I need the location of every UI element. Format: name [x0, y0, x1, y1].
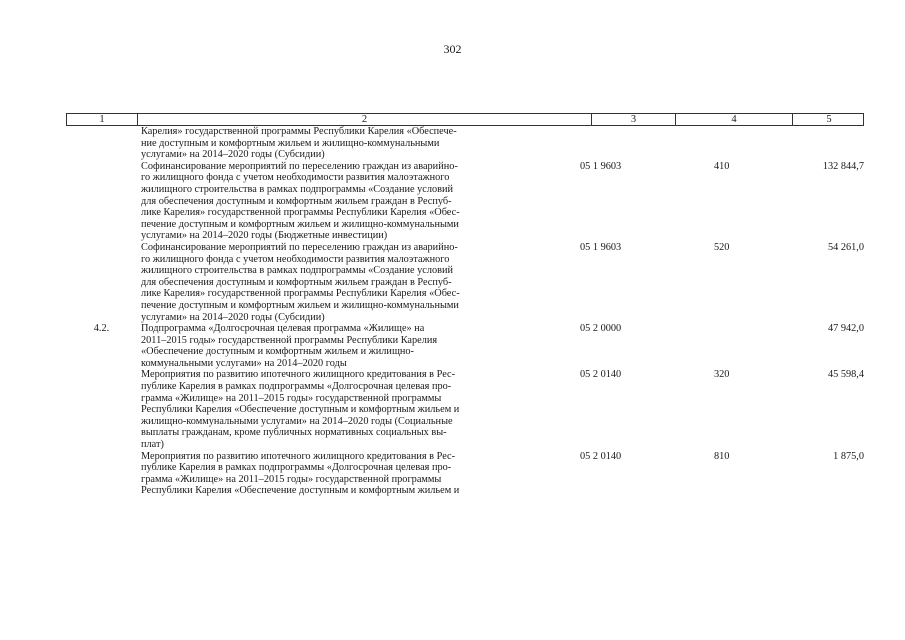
row-sum: 132 844,7 [822, 160, 864, 172]
row-code: 05 1 9603 [580, 160, 622, 172]
row-type: 320 [714, 369, 730, 381]
row-code: 05 2 0000 [580, 323, 622, 335]
row-type: 520 [714, 241, 730, 253]
row-sum: 54 261,0 [827, 241, 864, 253]
table-row [66, 451, 864, 497]
table-body [66, 126, 864, 497]
row-code [572, 126, 662, 161]
header-col-4: 4 [676, 114, 793, 125]
row-name: Софинансирование мероприятий по переселению граждан из аварийно- го жилищного фонда с учетом необходимости развития малоэтажного жилищного строительства в рамках подпрограммы «Создание условий для обеспечения доступным и комфортным жильем граждан в Респуб- лике Карелия» государственной программы Республики Карелия «Обес- печение доступным и комфортным жильем и жилищно-коммунальными услугами» на 2014–2020 годы (Бюджетные инвестиции) [141, 160, 460, 242]
header-col-2: 2 [138, 114, 592, 125]
column-gap [512, 126, 572, 161]
row-code: 05 2 0140 [580, 369, 622, 381]
column-gap [512, 323, 572, 369]
column-gap [512, 161, 572, 242]
row-name: Мероприятия по развитию ипотечного жилищного кредитования в Рес- публике Карелия в рамках подпрограммы «Долгосрочная целевая про- грамма «Жилище» на 2011–2015 годы» государственной программы Республики Карелия «Обеспечение доступным и комфортным жильем и [141, 450, 460, 497]
row-number: 4.2. [93, 323, 110, 335]
table-header-row [66, 113, 864, 126]
header-col-3: 3 [592, 114, 676, 125]
row-type: 410 [714, 160, 730, 172]
row-type [662, 126, 742, 161]
table-row [66, 323, 864, 369]
column-gap [512, 369, 572, 450]
column-gap [512, 451, 572, 497]
row-number [66, 161, 137, 242]
table-row [66, 161, 864, 242]
header-col-1: 1 [67, 114, 138, 125]
row-name: Софинансирование мероприятий по переселению граждан из аварийно- го жилищного фонда с учетом необходимости развития малоэтажного жилищного строительства в рамках подпрограммы «Создание условий для обеспечения доступным и комфортным жильем граждан в Респуб- лике Карелия» государственной программы Республики Карелия «Обес- печение доступным и комфортным жильем и жилищно-коммунальными услугами» на 2014–2020 годы (Субсидии) [141, 241, 460, 323]
row-type [662, 323, 742, 369]
row-number [66, 451, 137, 497]
row-type: 810 [714, 450, 730, 462]
row-name: Подпрограмма «Долгосрочная целевая программа «Жилище» на 2011–2015 годы» государственной программы Республики Карелия «Обеспечение доступным и комфортным жильем и жилищно- коммунальными услугами» на 2014–2020 годы [141, 323, 438, 369]
page-number: 302 [443, 42, 462, 56]
row-name: Карелия» государственной программы Республики Карелия «Обеспече- ние доступным и комфортным жильем и жилищно-коммунальными услугами» на 2014–2020 годы (Субсидии) [141, 126, 457, 161]
row-sum: 45 598,4 [827, 369, 864, 381]
row-code: 05 2 0140 [580, 450, 622, 462]
row-name: Мероприятия по развитию ипотечного жилищного кредитования в Рес- публике Карелия в рамках подпрограммы «Долгосрочная целевая про- грамма «Жилище» на 2011–2015 годы» государственной программы Республики Карелия «Обеспечение доступным и комфортным жильем и жилищно-коммунальными услугами» на 2014–2020 годы (Социальные выплаты гражданам, кроме публичных нормативных социальных вы- плат) [141, 369, 460, 451]
row-sum [742, 126, 864, 161]
row-number [66, 369, 137, 450]
row-code: 05 1 9603 [580, 241, 622, 253]
table-row [66, 369, 864, 450]
table-row [66, 242, 864, 323]
column-gap [512, 242, 572, 323]
row-sum: 47 942,0 [827, 323, 864, 335]
row-number [66, 126, 137, 161]
row-number [66, 242, 137, 323]
table-row [66, 126, 864, 161]
row-sum: 1 875,0 [833, 450, 864, 462]
header-col-5: 5 [826, 114, 832, 125]
